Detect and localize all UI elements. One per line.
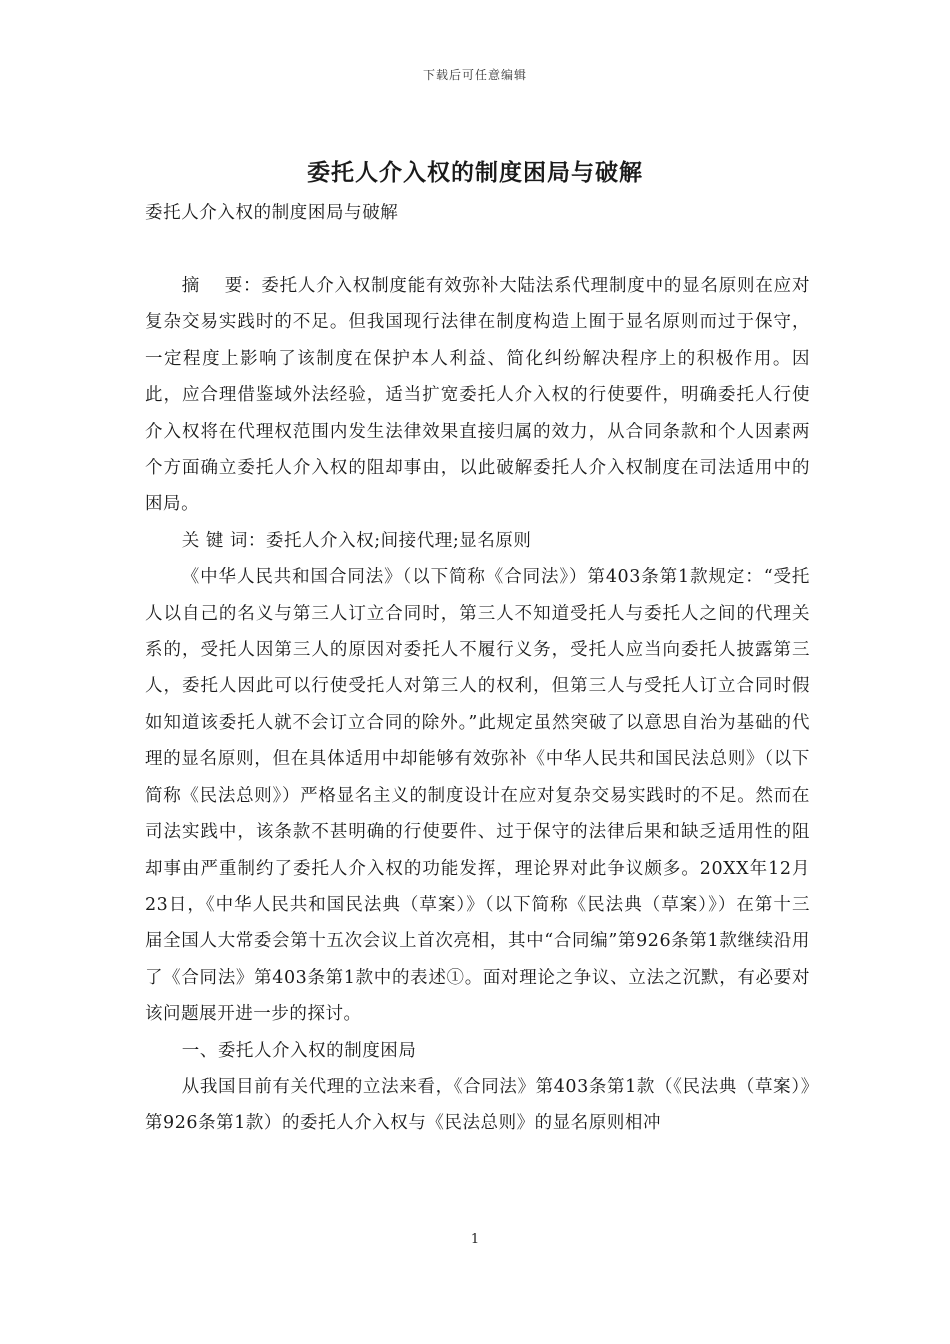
keywords-label: 关 键 词： xyxy=(181,530,266,551)
document-subtitle: 委托人介入权的制度困局与破解 xyxy=(145,203,399,223)
section-paragraph: 从我国目前有关代理的立法来看，《合同法》第403条第1款（《民法典（草案）》第926条第1款）的委托人介入权与《民法总则》的显名原则相冲 xyxy=(145,1076,810,1134)
section-heading: 一、委托人介入权的制度困局 xyxy=(181,1040,417,1061)
document-title: 委托人介入权的制度困局与破解 xyxy=(307,160,643,186)
abstract-paragraph xyxy=(145,268,810,523)
abstract-label: 摘 要： xyxy=(181,276,262,296)
body-paragraph: 《中华人民共和国合同法》（以下简称《合同法》）第403条第1款规定：“受托人以自己的名义与第三人订立合同时，第三人不知道受托人与委托人之间的代理关系的，受托人因第三人的原因对委托人不履行义务，受托人应当向委托人披露第三人，委托人因此可以行使受托人对第三人的权利，但第三人与受托人订立合同时假如知道该委托人就不会订立合同的除外。”此规定虽然突破了以意思自治为基础的代理的显名原则，但在具体适用中却能够有效弥补《中华人民共和国民法总则》（以下简称《民法总则》）严格显名主义的制度设计在应对复杂交易实践时的不足。然而在司法实践中，该条款不甚明确的行使要件、过于保守的法律后果和缺乏适用性的阻却事由严重制约了委托人介入权的功能发挥，理论界对此争议颇多。20XX年12月23日，《中华人民共和国民法典（草案）》（以下简称《民法典（草案）》）在第十三届全国人大常委会第十五次会议上首次亮相，其中“合同编”第926条第1款继续沿用了《合同法》第403条第1款中的表述①。面对理论之争议、立法之沉默，有必要对该问题展开进一步的探讨。 xyxy=(145,567,810,1025)
keywords-text: 委托人介入权;间接代理;显名原则 xyxy=(265,530,532,551)
keywords-paragraph xyxy=(145,523,810,559)
abstract-text: 委托人介入权制度能有效弥补大陆法系代理制度中的显名原则在应对复杂交易实践时的不足。但我国现行法律在制度构造上囿于显名原则而过于保守，一定程度上影响了该制度在保护本人利益、简化纠纷解决程序上的积极作用。因此，应合理借鉴域外法经验，适当扩宽委托人介入权的行使要件，明确委托人行使介入权将在代理权范围内发生法律效果直接归属的效力，从合同条款和个人因素两个方面确立委托人介入权的阻却事由，以此破解委托人介入权制度在司法适用中的困局。 xyxy=(145,276,811,515)
page-header-note: 下载后可任意编辑 xyxy=(422,68,527,82)
page-number: 1 xyxy=(470,1232,480,1247)
document-body xyxy=(145,268,810,1142)
